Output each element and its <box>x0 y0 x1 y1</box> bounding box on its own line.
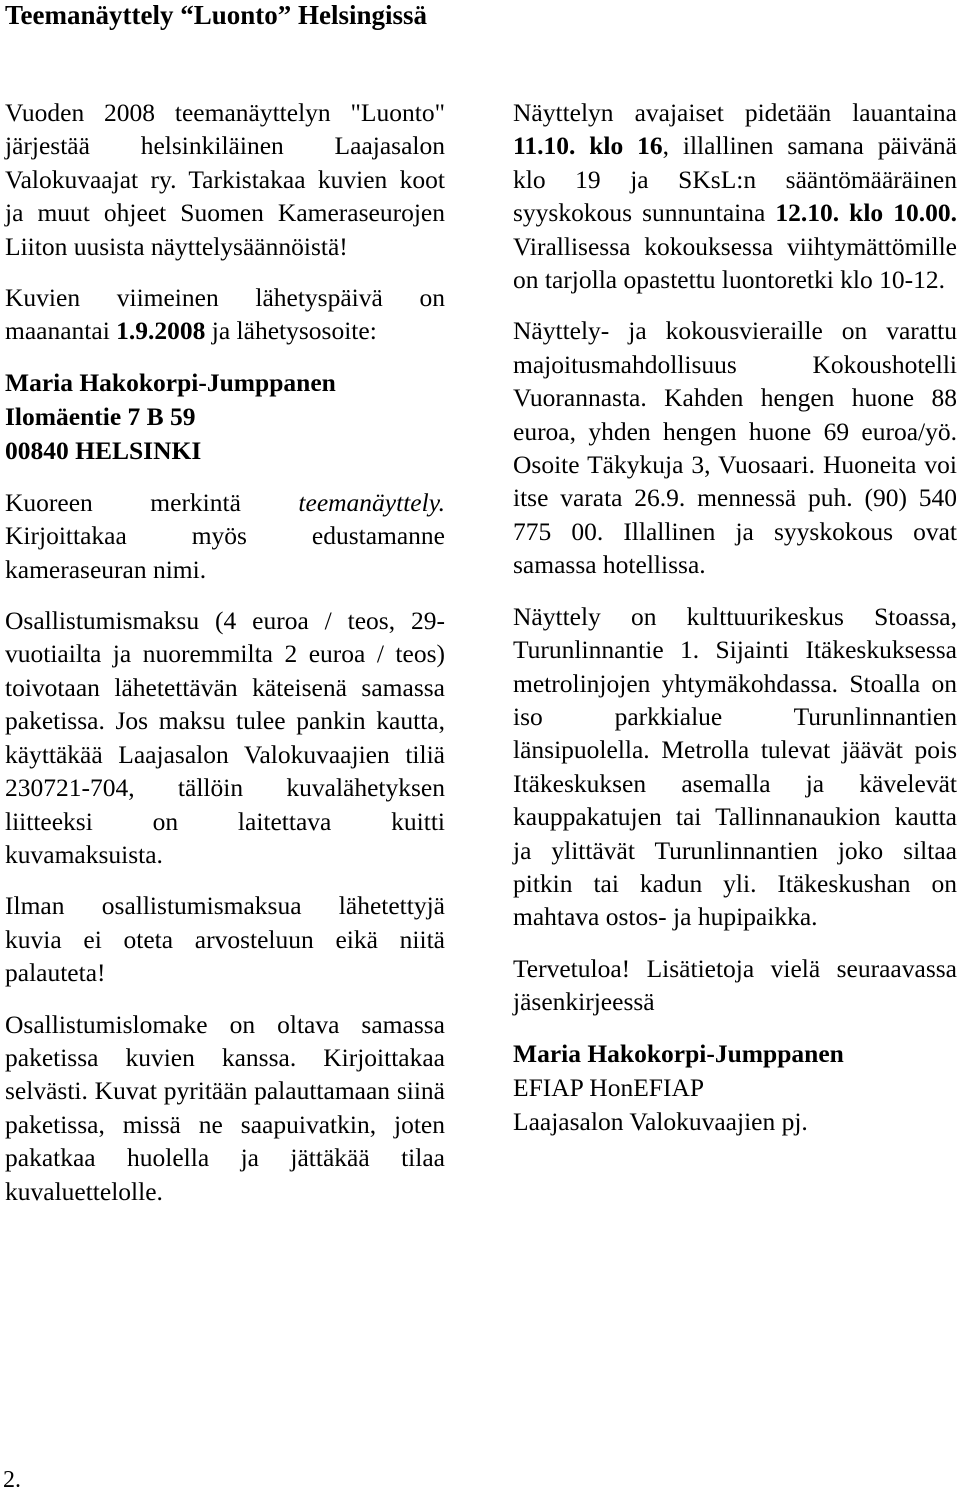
address-name: Maria Hakokorpi-Jumppanen <box>5 367 336 397</box>
page-number: 2. <box>3 1467 21 1493</box>
deadline-lead: Kuvien viimeinen lähetyspäivä on maanantai <box>5 283 445 346</box>
accommodation-paragraph: Näyttely- ja kokousvieraille on varattu majoitusmahdollisuus Kokoushotelli Vuorannasta. Kahden hengen huone 88 euroa, yhden hengen huone 69 euroa/yö. Osoite Täkykuja 3, Vuosaari. Huoneita voi itse varata 26.9. mennessä puh. (90) 540 775 00. Illallinen ja syyskokous ovat samassa hotellissa. <box>513 316 957 580</box>
deadline-date: 1.9.2008 <box>116 316 206 346</box>
right-column <box>513 96 957 1139</box>
welcome-paragraph: Tervetuloa! Lisätietoja vielä seuraavassa jäsenkirjeessä <box>513 953 957 1017</box>
signature-title: EFIAP HonEFIAP <box>513 1072 705 1102</box>
fee-paragraph: Osallistumismaksu (4 euroa / teos, 29-vuotiailta ja nuoremmilta 2 euroa / teos) toivotaan lähetettävän käteisenä samassa paketissa. Jos maksu tulee pankin kautta, käyttäkää Laajasalon Valokuvaajien tiliä 230721-704, tällöin kuvalähetyksen liitteeksi on laitettava kuitti kuvamaksuista. <box>5 606 445 869</box>
opening-paragraph <box>513 96 957 296</box>
envelope-paragraph <box>5 486 445 586</box>
opening-e: Virallisessa kokouksessa viihtymättömille on tarjolla opastettu luontoretki klo 10-12. <box>513 231 957 295</box>
location-paragraph: Näyttely on kulttuurikeskus Stoassa, Turunlinnantie 1. Sijainti Itäkeskuksessa metrolinjojen yhtymäkohdassa. Stoalla on iso parkkialue Turunlinnantien länsipuolella. Metrolla tulevat jäävät pois Itäkeskuksen asemalla ja kävelevät kauppakatujen tai Tallinnanaukion kautta ja ylittävät Turunlinnantien joko siltaa pitkin tai kadun yli. Itäkeskushan on mahtava ostos- ja hupipaikka. <box>513 601 957 932</box>
signature <box>513 1037 957 1139</box>
deadline-tail: ja lähetysosoite: <box>205 316 377 346</box>
signature-name: Maria Hakokorpi-Jumppanen <box>513 1038 844 1068</box>
intro-paragraph: Vuoden 2008 teemanäyttelyn "Luonto" järjestää helsinkiläinen Laajasalon Valokuvaajat ry. Tarkistakaa kuvien koot ja muut ohjeet Suomen Kameraseurojen Liiton uusista näyttelysäännöistä! <box>5 98 445 261</box>
opening-date: 11.10. klo 16 <box>513 131 663 161</box>
left-column <box>5 96 445 1208</box>
no-fee-paragraph: Ilman osallistumismaksua lähetettyjä kuvia ei oteta arvosteluun eikä niitä palauteta! <box>5 891 445 988</box>
page-title: Teemanäyttely “Luonto” Helsingissä <box>5 0 428 30</box>
envelope-lead: Kuoreen merkintä <box>5 487 299 517</box>
meeting-date: 12.10. klo 10.00. <box>775 198 957 228</box>
address-city: 00840 HELSINKI <box>5 435 202 465</box>
envelope-marking: teemanäyttely. <box>298 487 445 517</box>
address-street: Ilomäentie 7 B 59 <box>5 401 196 431</box>
form-paragraph: Osallistumislomake on oltava samassa paketissa kuvien kanssa. Kirjoittakaa selvästi. Kuvat pyritään palauttamaan siinä paketissa, missä ne saapuivatkin, joten pakatkaa huolella ja jättäkää tilaa kuvaluettelolle. <box>5 1009 445 1206</box>
deadline-paragraph <box>5 281 445 348</box>
envelope-tail: Kirjoittakaa myös edustamanne kameraseuran nimi. <box>5 521 445 584</box>
mailing-address <box>5 366 445 468</box>
signature-role: Laajasalon Valokuvaajien pj. <box>513 1106 808 1136</box>
opening-c: , illallinen samana päivänä klo 19 ja SKsL:n sääntömääräinen syyskokous sunnuntaina <box>513 131 957 228</box>
opening-a: Näyttelyn avajaiset pidetään lauantaina <box>513 98 957 127</box>
